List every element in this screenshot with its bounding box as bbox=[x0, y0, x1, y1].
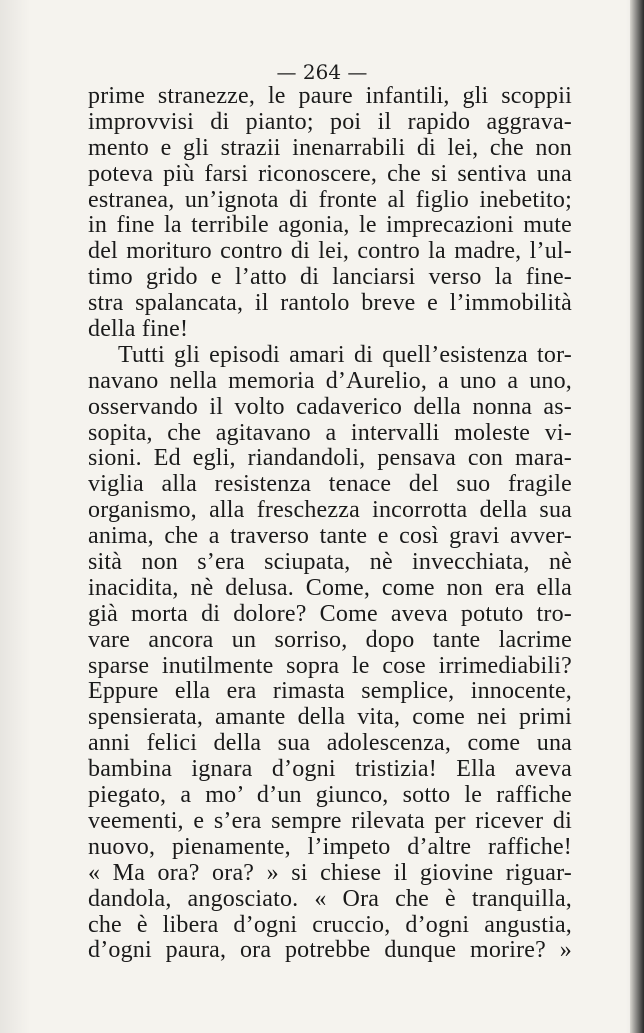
text-line: del morituro contro di lei, contro la madre, l’ul- bbox=[88, 238, 572, 265]
text-line: anima, che a traverso tante e così gravi avver- bbox=[88, 523, 572, 550]
text-line: piegato, a mo’ d’un giunco, sotto le raffiche bbox=[88, 782, 572, 809]
text-line: sioni. Ed egli, riandandoli, pensava con mara- bbox=[88, 445, 572, 472]
text-line: organismo, alla freschezza incorrotta della sua bbox=[88, 497, 572, 524]
text-line: sopita, che agitavano a intervalli moleste vi- bbox=[88, 419, 572, 446]
text-line: Eppure ella era rimasta semplice, innocente, bbox=[88, 678, 572, 705]
text-line: veementi, e s’era sempre rilevata per ricever di bbox=[88, 807, 572, 834]
text-line: timo grido e l’atto di lanciarsi verso la fine- bbox=[88, 264, 572, 291]
text-line: stra spalancata, il rantolo breve e l’immobilità bbox=[88, 290, 572, 317]
text-line: nuovo, pienamente, l’impeto d’altre raffiche! bbox=[88, 833, 572, 860]
text-line: vare ancora un sorriso, dopo tante lacrime bbox=[88, 626, 572, 653]
text-line: estranea, un’ignota di fronte al figlio inebetito; bbox=[88, 186, 572, 213]
text-line: bambina ignara d’ogni tristizia! Ella aveva bbox=[88, 756, 572, 783]
text-line: dandola, angosciato. « Ora che è tranquilla, bbox=[88, 885, 572, 912]
text-line: anni felici della sua adolescenza, come una bbox=[88, 730, 572, 757]
text-line: in fine la terribile agonia, le imprecazioni mute bbox=[88, 212, 572, 239]
page-edge-shadow bbox=[630, 0, 644, 1033]
text-line: improvvisi di pianto; poi il rapido aggrava- bbox=[88, 108, 572, 135]
text-line: viglia alla resistenza tenace del suo fragile bbox=[88, 471, 572, 498]
body-text bbox=[88, 84, 572, 964]
text-line: mento e gli strazii inenarrabili di lei, che non bbox=[88, 134, 572, 161]
text-line: navano nella memoria d’Aurelio, a uno a uno, bbox=[88, 367, 572, 394]
text-line: che è libera d’ogni cruccio, d’ogni angustia, bbox=[88, 911, 572, 938]
text-line: prime stranezze, le paure infantili, gli scoppii bbox=[88, 83, 572, 109]
text-line: della fine! bbox=[88, 316, 189, 343]
paragraph-start-line: Tutti gli episodi amari di quell’esistenza tor- bbox=[118, 341, 572, 368]
text-line: osservando il volto cadaverico della nonna as- bbox=[88, 393, 572, 420]
text-line: già morta di dolore? Come aveva potuto tro- bbox=[88, 600, 572, 627]
text-line: poteva più farsi riconoscere, che si sentiva una bbox=[88, 160, 572, 187]
text-line: spensierata, amante della vita, come nei primi bbox=[88, 704, 572, 731]
page-number: — 264 — bbox=[276, 60, 368, 84]
text-line: sparse inutilmente sopra le cose irrimediabili? bbox=[88, 652, 572, 679]
text-line: « Ma ora? ora? » si chiese il giovine riguar- bbox=[88, 859, 572, 886]
text-line: sità non s’era sciupata, nè invecchiata, nè bbox=[88, 549, 572, 576]
text-line: inacidita, nè delusa. Come, come non era ella bbox=[88, 574, 572, 601]
text-line: d’ogni paura, ora potrebbe dunque morire? » bbox=[88, 937, 572, 964]
